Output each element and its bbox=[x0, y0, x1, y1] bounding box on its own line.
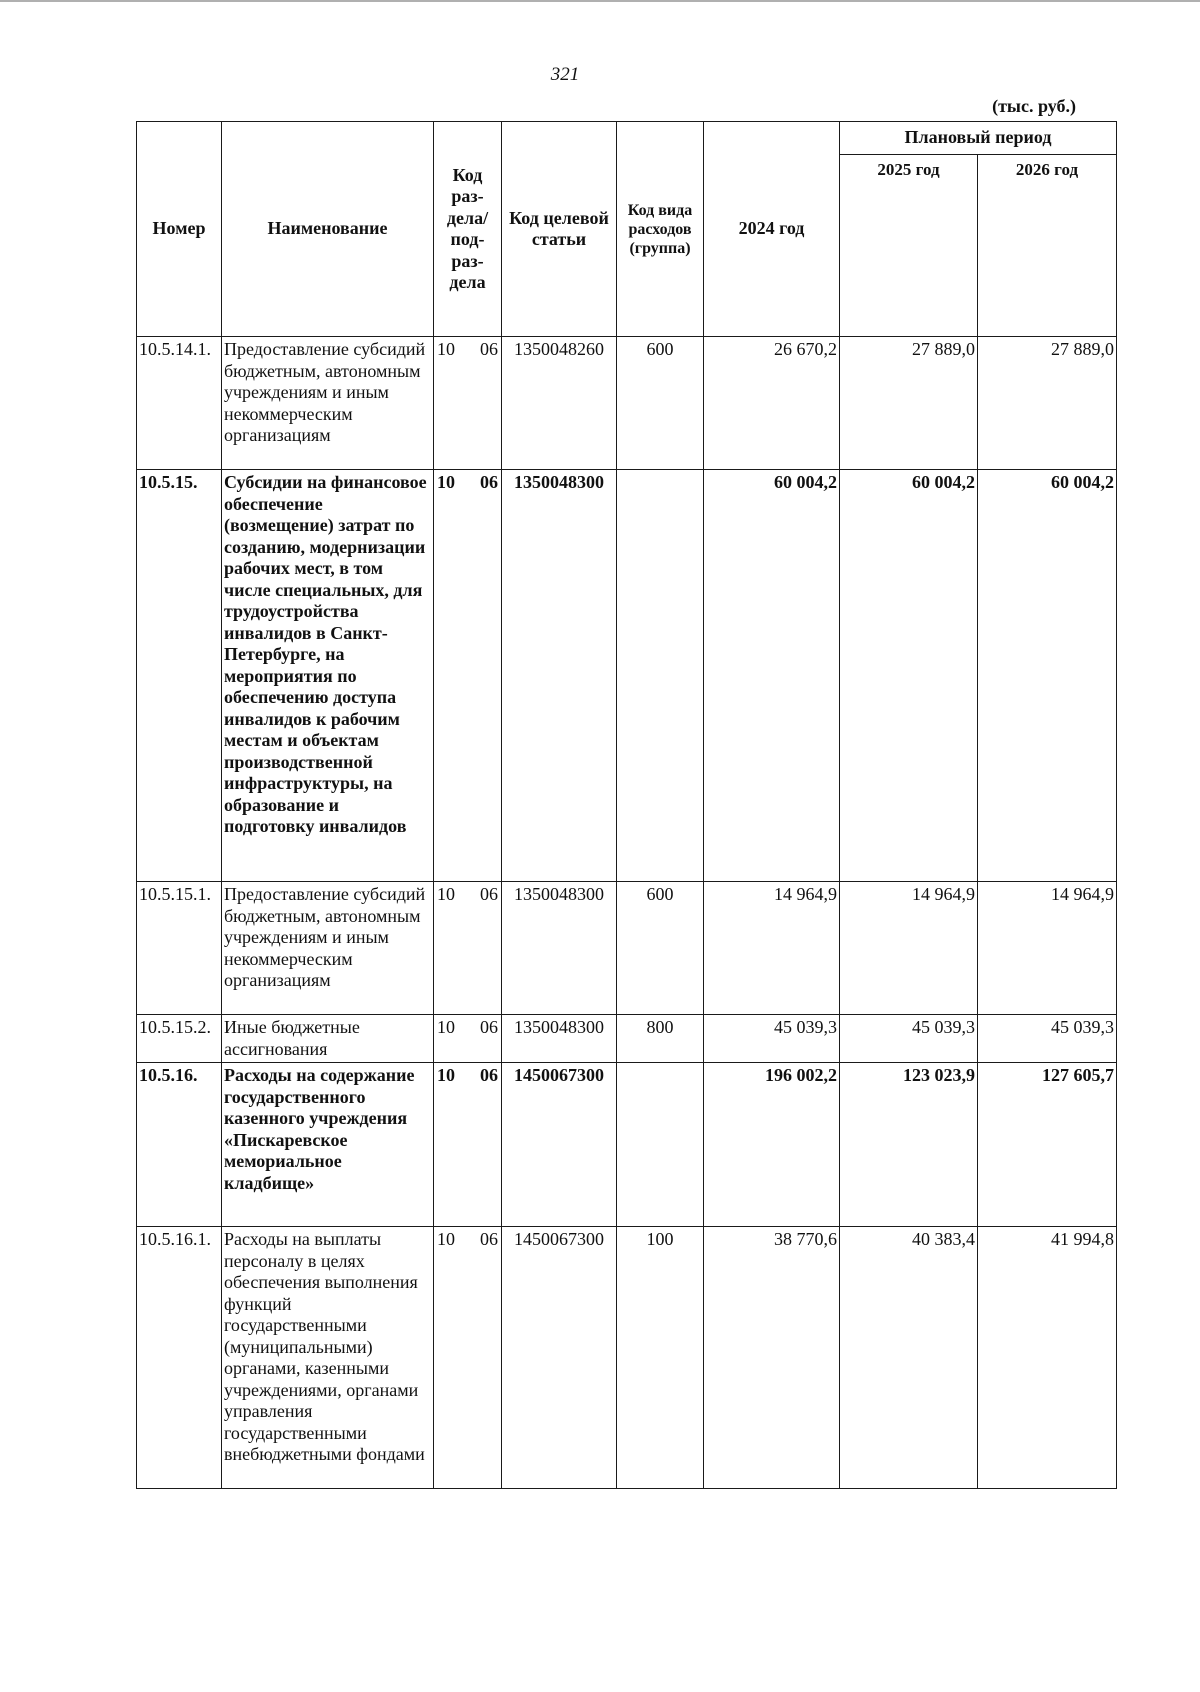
row-section-code bbox=[434, 1015, 502, 1063]
row-name: Иные бюджетные ассигнования bbox=[222, 1015, 434, 1063]
section-code-pair bbox=[436, 472, 499, 494]
table-row bbox=[137, 1227, 1117, 1489]
row-target-code: 1450067300 bbox=[502, 1063, 617, 1227]
row-amount-2024: 45 039,3 bbox=[704, 1015, 840, 1063]
row-amount-2026: 45 039,3 bbox=[978, 1015, 1117, 1063]
row-amount-2025: 123 023,9 bbox=[840, 1063, 978, 1227]
section-code: 10 bbox=[437, 1017, 455, 1037]
table-row bbox=[137, 470, 1117, 882]
table-row bbox=[137, 1063, 1117, 1227]
row-number: 10.5.15. bbox=[137, 470, 222, 882]
header-number: Номер bbox=[137, 122, 222, 337]
row-amount-2025: 40 383,4 bbox=[840, 1227, 978, 1489]
budget-table bbox=[136, 121, 1117, 1489]
row-expense-type bbox=[617, 1063, 704, 1227]
row-expense-type: 100 bbox=[617, 1227, 704, 1489]
section-code: 10 bbox=[437, 1065, 455, 1085]
header-name: Наименование bbox=[222, 122, 434, 337]
section-code: 10 bbox=[437, 472, 455, 492]
row-amount-2024: 26 670,2 bbox=[704, 337, 840, 470]
subsection-code: 06 bbox=[480, 1017, 498, 1037]
section-code: 10 bbox=[437, 884, 455, 904]
section-code: 10 bbox=[437, 1229, 455, 1249]
row-amount-2026: 60 004,2 bbox=[978, 470, 1117, 882]
units-label: (тыс. руб.) bbox=[992, 96, 1076, 116]
row-number: 10.5.16. bbox=[137, 1063, 222, 1227]
header-target-code: Код целевой статьи bbox=[502, 122, 617, 337]
row-amount-2024: 60 004,2 bbox=[704, 470, 840, 882]
row-expense-type: 600 bbox=[617, 882, 704, 1015]
section-code-pair bbox=[436, 1065, 499, 1087]
section-code-pair bbox=[436, 1229, 499, 1251]
section-code-pair bbox=[436, 339, 499, 361]
row-number: 10.5.15.2. bbox=[137, 1015, 222, 1063]
header-row bbox=[137, 122, 1117, 155]
subsection-code: 06 bbox=[480, 884, 498, 904]
header-2026: 2026 год bbox=[978, 155, 1117, 337]
row-amount-2026: 127 605,7 bbox=[978, 1063, 1117, 1227]
subsection-code: 06 bbox=[480, 1229, 498, 1249]
row-amount-2025: 14 964,9 bbox=[840, 882, 978, 1015]
table-row bbox=[137, 882, 1117, 1015]
table-body bbox=[137, 337, 1117, 1489]
row-amount-2024: 38 770,6 bbox=[704, 1227, 840, 1489]
row-name: Субсидии на финансовое обеспечение (возмещение) затрат по созданию, модернизации рабочих мест, в том числе специальных, для трудоустройства инвалидов в Санкт-Петербурге, на мероприятия по обеспечению доступа инвалидов к рабочим местам и объектам производственной инфраструктуры, на образование и подготовку инвалидов bbox=[222, 470, 434, 882]
row-expense-type bbox=[617, 470, 704, 882]
row-section-code bbox=[434, 337, 502, 470]
row-section-code bbox=[434, 1227, 502, 1489]
row-section-code bbox=[434, 1063, 502, 1227]
page-frame-line bbox=[0, 0, 1200, 2]
header-plan-period: Плановый период bbox=[840, 122, 1117, 155]
header-section-code: Код раз- дела/ под- раз- дела bbox=[434, 122, 502, 337]
row-amount-2025: 60 004,2 bbox=[840, 470, 978, 882]
row-amount-2026: 41 994,8 bbox=[978, 1227, 1117, 1489]
row-amount-2026: 27 889,0 bbox=[978, 337, 1117, 470]
row-amount-2025: 27 889,0 bbox=[840, 337, 978, 470]
section-code-pair bbox=[436, 884, 499, 906]
row-name: Расходы на содержание государственного казенного учреждения «Пискаревское мемориальное кладбище» bbox=[222, 1063, 434, 1227]
row-name: Расходы на выплаты персоналу в целях обеспечения выполнения функций государственными (муниципальными) органами, казенными учреждениями, органами управления государственными внебюджетными фондами bbox=[222, 1227, 434, 1489]
row-target-code: 1350048260 bbox=[502, 337, 617, 470]
row-number: 10.5.14.1. bbox=[137, 337, 222, 470]
row-target-code: 1450067300 bbox=[502, 1227, 617, 1489]
row-amount-2024: 196 002,2 bbox=[704, 1063, 840, 1227]
row-expense-type: 600 bbox=[617, 337, 704, 470]
row-target-code: 1350048300 bbox=[502, 882, 617, 1015]
row-section-code bbox=[434, 470, 502, 882]
row-number: 10.5.15.1. bbox=[137, 882, 222, 1015]
row-target-code: 1350048300 bbox=[502, 470, 617, 882]
subsection-code: 06 bbox=[480, 1065, 498, 1085]
table-row bbox=[137, 1015, 1117, 1063]
row-name: Предоставление субсидий бюджетным, автономным учреждениям и иным некоммерческим организациям bbox=[222, 337, 434, 470]
section-code-pair bbox=[436, 1017, 499, 1039]
header-2025: 2025 год bbox=[840, 155, 978, 337]
row-name: Предоставление субсидий бюджетным, автономным учреждениям и иным некоммерческим организациям bbox=[222, 882, 434, 1015]
table-row bbox=[137, 337, 1117, 470]
row-section-code bbox=[434, 882, 502, 1015]
subsection-code: 06 bbox=[480, 339, 498, 359]
row-amount-2025: 45 039,3 bbox=[840, 1015, 978, 1063]
page-number: 321 bbox=[550, 64, 580, 85]
section-code: 10 bbox=[437, 339, 455, 359]
header-2024: 2024 год bbox=[704, 122, 840, 337]
row-target-code: 1350048300 bbox=[502, 1015, 617, 1063]
subsection-code: 06 bbox=[480, 472, 498, 492]
row-amount-2026: 14 964,9 bbox=[978, 882, 1117, 1015]
header-expense-type: Код вида расходов (группа) bbox=[617, 122, 704, 337]
row-expense-type: 800 bbox=[617, 1015, 704, 1063]
row-number: 10.5.16.1. bbox=[137, 1227, 222, 1489]
row-amount-2024: 14 964,9 bbox=[704, 882, 840, 1015]
